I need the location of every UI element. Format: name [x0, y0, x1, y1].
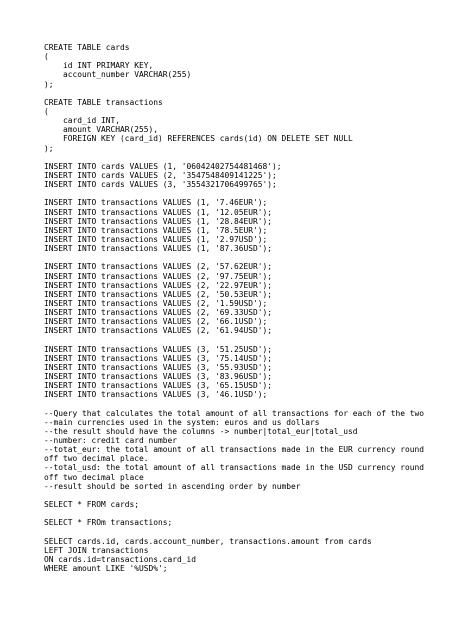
- code-line: --result should be sorted in ascending order by number: [44, 481, 301, 491]
- blank-line: [44, 509, 468, 518]
- code-line: --main currencies used in the system: euros and us dollars: [44, 417, 320, 427]
- document-body: [44, 43, 468, 573]
- code-line: off two decimal place.: [44, 454, 149, 464]
- blank-line: [44, 89, 468, 98]
- code-line: card_id INT,: [44, 116, 121, 126]
- code-line: LEFT JOIN transactions: [44, 545, 149, 555]
- code-line: (: [44, 106, 49, 116]
- code-line: --the result should have the columns -> number|total_eur|total_usd: [44, 426, 358, 436]
- code-line: INSERT INTO transactions VALUES (3, '55.93USD');: [44, 362, 273, 372]
- blank-line: [44, 336, 468, 345]
- code-line: INSERT INTO transactions VALUES (2, '61.94USD');: [44, 326, 273, 336]
- code-line: amount VARCHAR(255),: [44, 125, 159, 135]
- blank-line: [44, 253, 468, 262]
- code-line: INSERT INTO transactions VALUES (2, '57.62EUR');: [44, 262, 273, 272]
- code-line: INSERT INTO transactions VALUES (1, '87.36USD');: [44, 244, 273, 254]
- code-line: SELECT * FROM cards;: [44, 500, 140, 510]
- code-line: WHERE amount LIKE '%USD%';: [44, 564, 168, 574]
- code-line: SELECT * FROm transactions;: [44, 518, 173, 528]
- blank-line: [44, 491, 468, 500]
- code-line: INSERT INTO transactions VALUES (3, '75.14USD');: [44, 353, 273, 363]
- code-line: FOREIGN KEY (card_id) REFERENCES cards(id) ON DELETE SET NULL: [44, 134, 353, 144]
- code-line: INSERT INTO transactions VALUES (3, '51.25USD');: [44, 344, 273, 354]
- blank-line: [44, 153, 468, 162]
- code-line: SELECT cards.id, cards.account_number, transactions.amount from cards: [44, 536, 372, 546]
- code-line: ON cards.id=transactions.card_id: [44, 554, 197, 564]
- code-line: CREATE TABLE transactions: [44, 97, 163, 107]
- code-line: INSERT INTO transactions VALUES (1, '7.46EUR');: [44, 198, 268, 208]
- code-line: INSERT INTO transactions VALUES (1, '12.05EUR');: [44, 207, 273, 217]
- code-line: INSERT INTO transactions VALUES (2, '22.97EUR');: [44, 280, 273, 290]
- code-line: INSERT INTO transactions VALUES (1, '28.84EUR');: [44, 216, 273, 226]
- code-line: INSERT INTO transactions VALUES (1, '2.97USD');: [44, 234, 268, 244]
- blank-line: [44, 399, 468, 408]
- code-line: INSERT INTO transactions VALUES (2, '1.59USD');: [44, 298, 268, 308]
- blank-line: [44, 189, 468, 198]
- code-line: --number: credit card number: [44, 436, 178, 446]
- code-line: INSERT INTO cards VALUES (2, '3547548409141225');: [44, 170, 277, 180]
- code-line: INSERT INTO transactions VALUES (2, '50.53EUR');: [44, 289, 273, 299]
- code-line: INSERT INTO transactions VALUES (3, '46.1USD');: [44, 390, 268, 400]
- code-line: off two decimal place: [44, 472, 144, 482]
- code-line: INSERT INTO cards VALUES (3, '3554321706499765');: [44, 180, 277, 190]
- code-line: --Query that calculates the total amount of all transactions for each of the two: [44, 408, 425, 418]
- code-line: INSERT INTO transactions VALUES (1, '78.5EUR');: [44, 225, 268, 235]
- code-line: (: [44, 52, 49, 62]
- code-line: --totat_eur: the total amount of all transactions made in the EUR currency round: [44, 445, 425, 455]
- code-line: id INT PRIMARY KEY,: [44, 61, 154, 71]
- code-line: INSERT INTO transactions VALUES (3, '83.96USD');: [44, 372, 273, 382]
- code-line: INSERT INTO cards VALUES (1, '06042402754481468');: [44, 161, 282, 171]
- blank-line: [44, 527, 468, 536]
- code-line: INSERT INTO transactions VALUES (2, '97.75EUR');: [44, 271, 273, 281]
- code-line: --total_usd: the total amount of all transactions made in the USD currency round: [44, 463, 425, 473]
- code-line: INSERT INTO transactions VALUES (3, '65.15USD');: [44, 381, 273, 391]
- code-line: INSERT INTO transactions VALUES (2, '66.1USD');: [44, 317, 268, 327]
- code-line: account_number VARCHAR(255): [44, 70, 192, 80]
- code-line: INSERT INTO transactions VALUES (2, '69.33USD');: [44, 308, 273, 318]
- code-line: CREATE TABLE cards: [44, 43, 130, 52]
- code-line: );: [44, 143, 54, 153]
- code-line: );: [44, 79, 54, 89]
